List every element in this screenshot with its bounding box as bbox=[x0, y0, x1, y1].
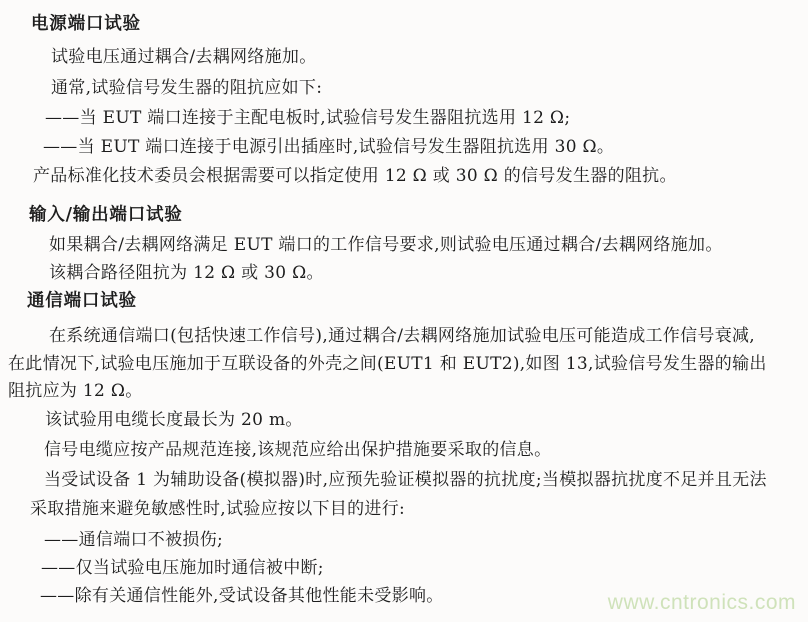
text-line: 该耦合路径阻抗为 12 Ω 或 30 Ω。 bbox=[49, 263, 324, 283]
text-line: 阻抗应为 12 Ω。 bbox=[8, 381, 143, 401]
text-line: 在此情况下,试验电压施加于互联设备的外壳之间(EUT1 和 EUT2),如图 13,试验信号发生器的输出 bbox=[8, 354, 767, 374]
dash-list-item: ——仅当试验电压施加时通信被中断; bbox=[41, 558, 324, 578]
text-line: 采取措施来避免敏感性时,试验应按以下目的进行: bbox=[30, 499, 406, 519]
dash-list-item: ——通信端口不被损伤; bbox=[44, 530, 224, 550]
section-heading-power-port: 电源端口试验 bbox=[31, 14, 141, 34]
dash-list-item: ——除有关通信性能外,受试设备其他性能未受影响。 bbox=[40, 586, 444, 606]
text-line: 试验电压通过耦合/去耦网络施加。 bbox=[51, 47, 317, 67]
text-line: 在系统通信端口(包括快速工作信号),通过耦合/去耦网络施加试验电压可能造成工作信号衰减, bbox=[49, 326, 755, 346]
watermark: www.cntronics.com bbox=[607, 591, 796, 614]
text-line: 通常,试验信号发生器的阻抗应如下: bbox=[51, 78, 323, 98]
section-heading-io-port: 输入/输出端口试验 bbox=[29, 205, 183, 225]
dash-list-item: ——当 EUT 端口连接于主配电板时,试验信号发生器阻抗选用 12 Ω; bbox=[45, 108, 571, 128]
text-line: 当受试设备 1 为辅助设备(模拟器)时,应预先验证模拟器的抗扰度;当模拟器抗扰度不足并且无法 bbox=[44, 470, 767, 490]
section-heading-comm-port: 通信端口试验 bbox=[27, 291, 137, 311]
dash-list-item: ——当 EUT 端口连接于电源引出插座时,试验信号发生器阻抗选用 30 Ω。 bbox=[43, 137, 615, 157]
text-line: 如果耦合/去耦网络满足 EUT 端口的工作信号要求,则试验电压通过耦合/去耦网络施加。 bbox=[49, 235, 723, 255]
text-line: 信号电缆应按产品规范连接,该规范应给出保护措施要采取的信息。 bbox=[44, 440, 552, 460]
text-line: 该试验用电缆长度最长为 20 m。 bbox=[45, 410, 303, 430]
text-line: 产品标准化技术委员会根据需要可以指定使用 12 Ω 或 30 Ω 的信号发生器的阻抗。 bbox=[33, 166, 677, 186]
